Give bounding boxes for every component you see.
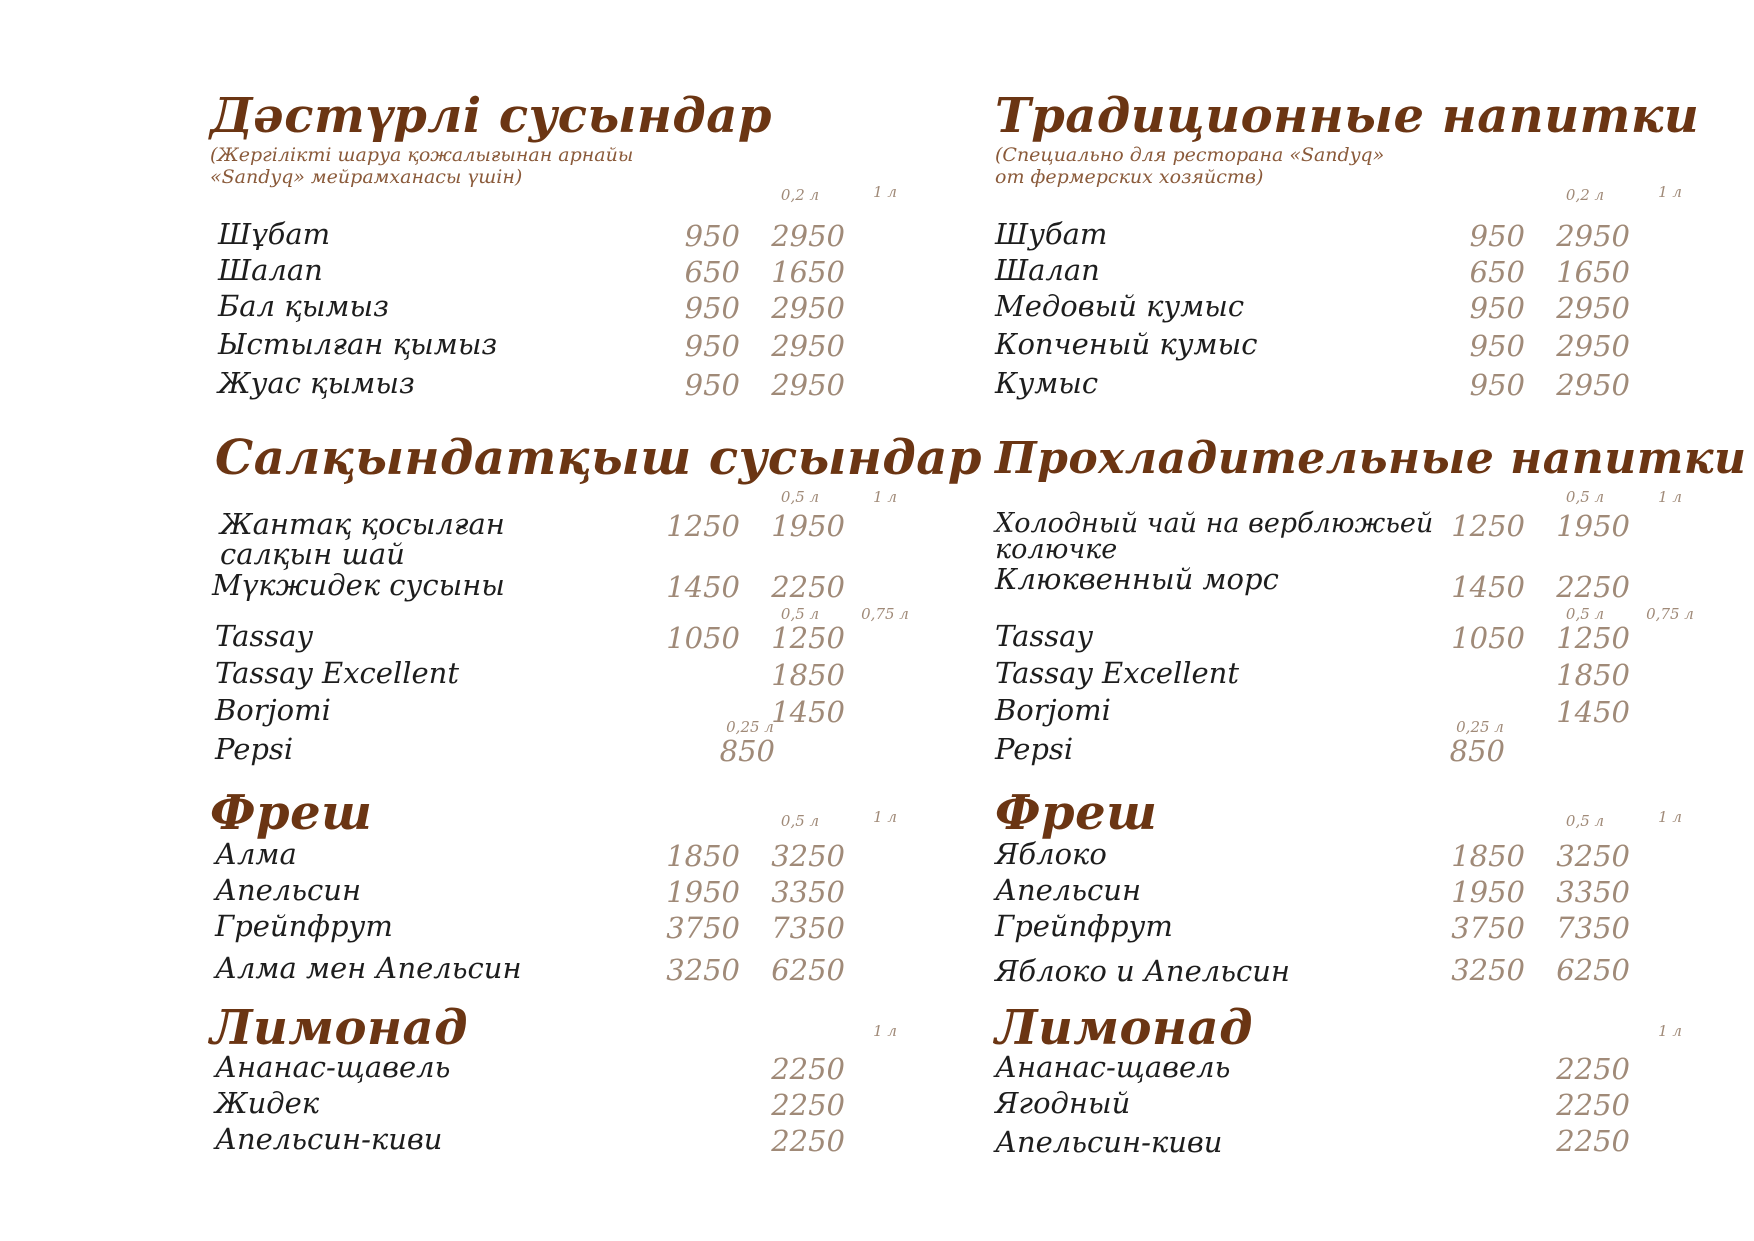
menu-column-kazakh <box>210 0 982 1241</box>
menu-item-name: Апельсин-киви <box>215 1122 443 1156</box>
menu-item-name: Tassay <box>215 619 313 653</box>
menu-item-name: Медовый кумыс <box>995 289 1245 323</box>
menu-item-price: 2250 <box>771 1124 845 1158</box>
menu-item-name: Жуас қымыз <box>218 366 415 400</box>
menu-item-price: 650 <box>684 255 740 289</box>
menu-item-price: 950 <box>684 368 740 402</box>
volume-header: 0,5 л <box>780 812 820 830</box>
menu-column-russian <box>995 0 1747 1241</box>
menu-item-name: Кумыс <box>995 366 1099 400</box>
menu-item-name: Копченый кумыс <box>995 327 1258 361</box>
menu-item-name: Tassay Excellent <box>215 656 460 690</box>
volume-header: 0,5 л <box>1565 488 1605 506</box>
menu-item-price: 7350 <box>1556 911 1630 945</box>
section-title-fresh: Фреш <box>995 785 1158 841</box>
menu-item-price: 6250 <box>1556 953 1630 987</box>
menu-item-price: 2250 <box>771 570 845 604</box>
section-subtitle-line1: (Жергілікті шаруа қожалығынан арнайы <box>210 144 634 166</box>
menu-item-name: Шұбат <box>218 217 331 251</box>
menu-item-price: 2950 <box>1556 291 1630 325</box>
menu-item-price: 950 <box>1469 368 1525 402</box>
menu-item-price: 6250 <box>771 953 845 987</box>
volume-header: 1 л <box>1658 183 1682 201</box>
menu-item-name: Холодный чай на верблюжьей <box>995 508 1434 539</box>
volume-header: 0,75 л <box>1646 605 1694 623</box>
menu-item-price: 3350 <box>771 875 845 909</box>
volume-header: 0,25 л <box>726 718 774 736</box>
volume-header: 1 л <box>1658 488 1682 506</box>
menu-item-name: Алма <box>215 837 297 871</box>
menu-item-name: Ананас-щавель <box>215 1050 451 1084</box>
menu-item-name: Ягодный <box>995 1086 1131 1120</box>
menu-item-price: 7350 <box>771 911 845 945</box>
menu-item-name: Ыстылған қымыз <box>218 327 498 361</box>
section-title-lemonade: Лимонад <box>210 1000 468 1056</box>
menu-item-name: Грейпфрут <box>215 909 393 943</box>
menu-item-name: Яблоко и Апельсин <box>995 954 1291 988</box>
volume-header: 0,2 л <box>1565 186 1605 204</box>
menu-item-name: Pepsi <box>995 732 1074 766</box>
menu-item-price: 950 <box>1469 291 1525 325</box>
volume-header: 0,25 л <box>1456 718 1504 736</box>
menu-item-price: 1950 <box>666 875 740 909</box>
menu-item-price: 3750 <box>666 911 740 945</box>
menu-item-name: Жантақ қосылған <box>220 507 505 541</box>
menu-item-price: 2250 <box>1556 570 1630 604</box>
volume-header: 1 л <box>873 488 897 506</box>
volume-header: 0,2 л <box>780 186 820 204</box>
menu-item-price: 2250 <box>771 1052 845 1086</box>
menu-item-price: 2250 <box>771 1088 845 1122</box>
menu-item-price: 1850 <box>666 839 740 873</box>
menu-item-price: 3250 <box>666 953 740 987</box>
section-subtitle-line2: от фермерских хозяйств) <box>995 166 1264 188</box>
menu-item-name: Tassay Excellent <box>995 656 1240 690</box>
menu-item-price: 1250 <box>666 509 740 543</box>
section-title-lemonade: Лимонад <box>995 1000 1253 1056</box>
menu-item-price: 3250 <box>1451 953 1525 987</box>
section-subtitle-line2: «Sandyq» мейрамханасы үшін) <box>210 166 523 188</box>
menu-item-price: 1250 <box>1556 621 1630 655</box>
menu-item-name: Шалап <box>218 253 323 287</box>
menu-item-name: Апельсин <box>995 873 1142 907</box>
menu-item-price: 1450 <box>1451 570 1525 604</box>
menu-item-price: 1850 <box>1556 658 1630 692</box>
menu-item-name: Алма мен Апельсин <box>215 951 522 985</box>
volume-header: 0,5 л <box>1565 812 1605 830</box>
volume-header: 0,5 л <box>780 605 820 623</box>
section-title-fresh: Фреш <box>210 785 373 841</box>
volume-header: 1 л <box>873 1022 897 1040</box>
menu-item-name: Жидек <box>215 1086 320 1120</box>
menu-item-name: Borjomi <box>215 693 331 727</box>
menu-item-price: 1450 <box>666 570 740 604</box>
menu-item-price: 2950 <box>771 219 845 253</box>
menu-item-price: 2250 <box>1556 1052 1630 1086</box>
menu-item-name: Tassay <box>995 619 1093 653</box>
menu-item-name: Шубат <box>995 217 1108 251</box>
volume-header: 1 л <box>1658 1022 1682 1040</box>
menu-item-name: Бал қымыз <box>218 289 389 323</box>
menu-item-price: 1250 <box>1451 509 1525 543</box>
section-title-cold: Салқындатқыш сусындар <box>215 430 982 486</box>
menu-item-price: 1450 <box>1556 695 1630 729</box>
menu-item-price: 850 <box>719 734 775 768</box>
volume-header: 0,5 л <box>780 488 820 506</box>
menu-item-name: Pepsi <box>215 732 294 766</box>
menu-item-name: Мүкжидек сусыны <box>212 568 505 602</box>
menu-item-name: Шалап <box>995 253 1100 287</box>
menu-item-price: 2950 <box>771 291 845 325</box>
menu-item-price: 1250 <box>771 621 845 655</box>
menu-item-price: 3350 <box>1556 875 1630 909</box>
menu-item-price: 950 <box>1469 219 1525 253</box>
section-title-traditional: Традиционные напитки <box>995 88 1700 144</box>
menu-item-price: 1950 <box>1556 509 1630 543</box>
menu-item-price: 950 <box>1469 329 1525 363</box>
menu-item-name: Яблоко <box>995 837 1107 871</box>
menu-item-price: 1650 <box>1556 255 1630 289</box>
menu-item-price: 950 <box>684 291 740 325</box>
menu-item-price: 1050 <box>1451 621 1525 655</box>
menu-item-price: 2950 <box>1556 368 1630 402</box>
volume-header: 1 л <box>873 183 897 201</box>
volume-header: 0,5 л <box>1565 605 1605 623</box>
menu-item-price: 3750 <box>1451 911 1525 945</box>
menu-item-price: 1850 <box>1451 839 1525 873</box>
menu-item-price: 950 <box>684 329 740 363</box>
menu-item-price: 2250 <box>1556 1124 1630 1158</box>
menu-item-name: Апельсин <box>215 873 362 907</box>
menu-item-price: 2950 <box>1556 329 1630 363</box>
section-title-traditional: Дәстүрлі сусындар <box>210 88 772 144</box>
menu-item-name-cont: колючке <box>995 534 1118 565</box>
menu-item-price: 2950 <box>771 368 845 402</box>
menu-item-price: 1450 <box>771 695 845 729</box>
volume-header: 0,75 л <box>861 605 909 623</box>
menu-item-price: 850 <box>1449 734 1505 768</box>
menu-item-price: 2950 <box>1556 219 1630 253</box>
menu-item-name-cont: салқын шай <box>220 537 405 571</box>
menu-item-name: Апельсин-киви <box>995 1125 1223 1159</box>
menu-item-price: 1950 <box>1451 875 1525 909</box>
menu-item-price: 1850 <box>771 658 845 692</box>
menu-item-name: Borjomi <box>995 693 1111 727</box>
menu-item-name: Грейпфрут <box>995 909 1173 943</box>
menu-item-price: 950 <box>684 219 740 253</box>
menu-item-price: 3250 <box>771 839 845 873</box>
volume-header: 1 л <box>1658 808 1682 826</box>
menu-item-price: 2950 <box>771 329 845 363</box>
menu-item-name: Клюквенный морс <box>995 562 1279 596</box>
menu-item-price: 3250 <box>1556 839 1630 873</box>
menu-item-price: 1950 <box>771 509 845 543</box>
volume-header: 1 л <box>873 808 897 826</box>
section-title-cold: Прохладительные напитки <box>995 433 1747 484</box>
menu-item-price: 1650 <box>771 255 845 289</box>
menu-item-price: 2250 <box>1556 1088 1630 1122</box>
menu-item-price: 1050 <box>666 621 740 655</box>
menu-item-name: Ананас-щавель <box>995 1050 1231 1084</box>
menu-item-price: 650 <box>1469 255 1525 289</box>
section-subtitle-line1: (Специально для ресторана «Sandyq» <box>995 144 1385 166</box>
